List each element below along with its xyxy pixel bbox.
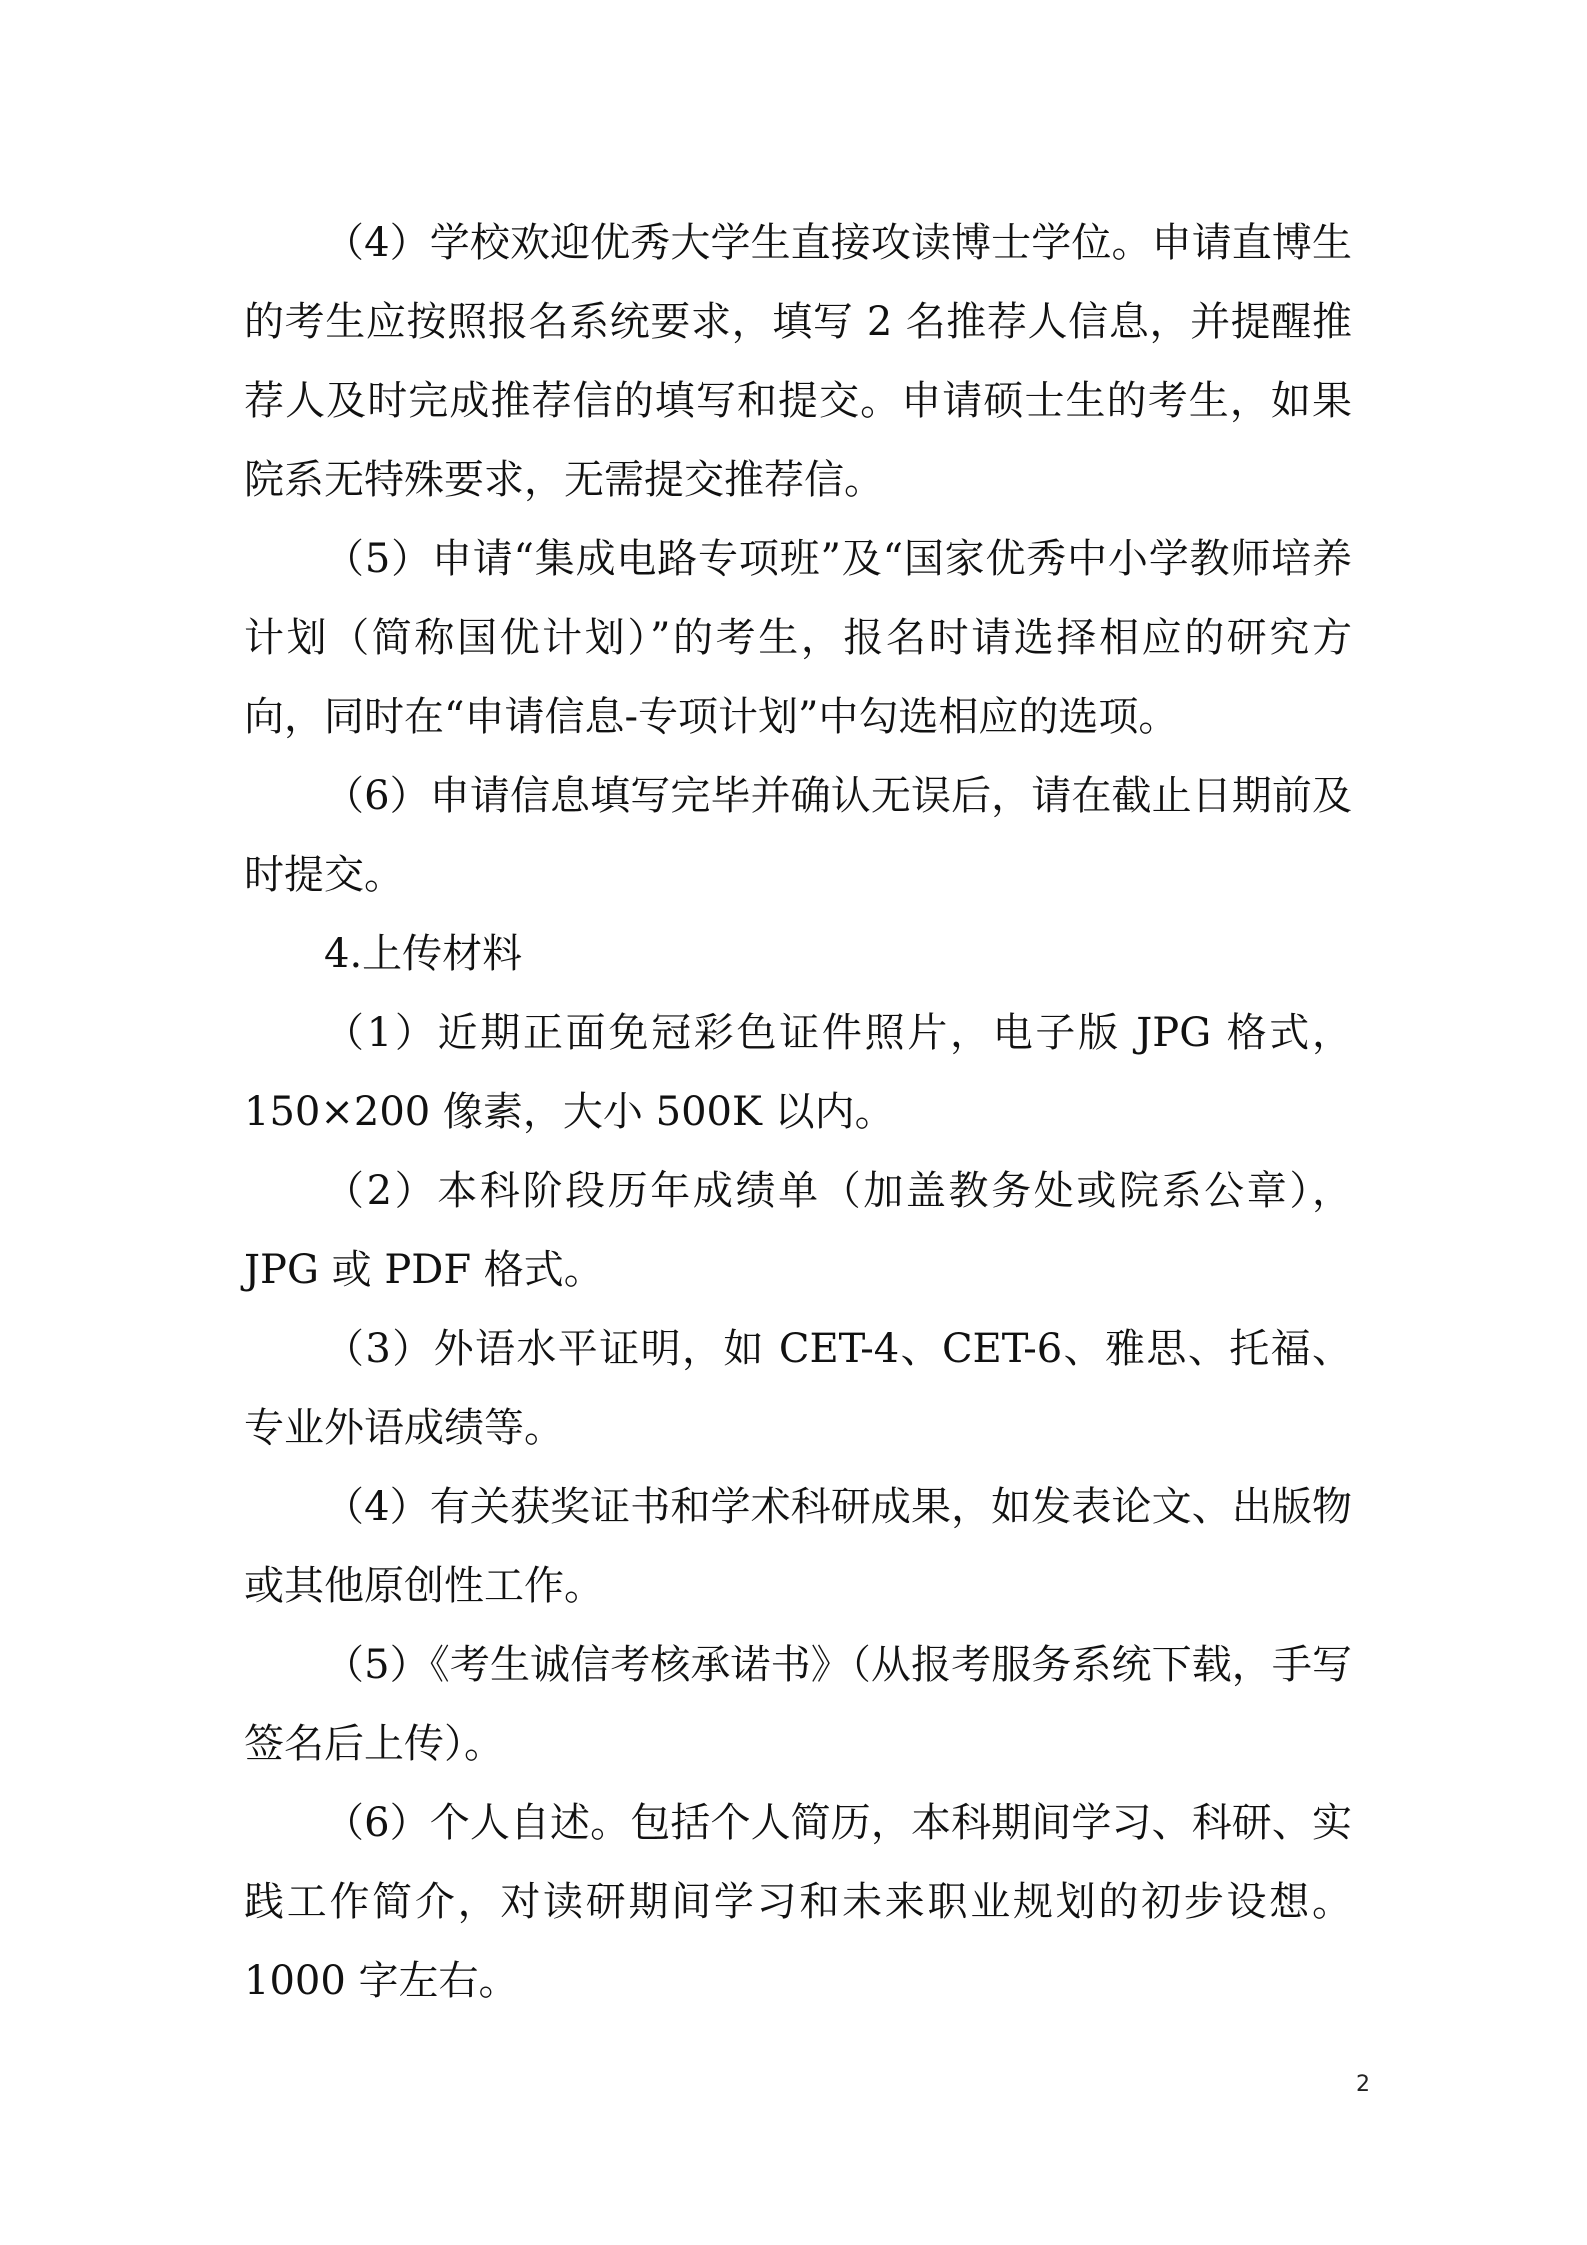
- paragraph-submit-deadline: （6）申请信息填写完毕并确认无误后，请在截止日期前及时提交。: [244, 773, 1352, 898]
- paragraph-integrity-pledge: （5）《考生诚信考核承诺书》（从报考服务系统下载，手写签名后上传）。: [244, 1642, 1352, 1767]
- paragraph-awards-research: （4）有关获奖证书和学术科研成果，如发表论文、出版物或其他原创性工作。: [244, 1484, 1352, 1609]
- page-number: 2: [1356, 2072, 1370, 2097]
- paragraph-language-proof: （3）外语水平证明，如 CET-4、CET-6、雅思、托福、专业外语成绩等。: [244, 1326, 1352, 1451]
- paragraph-photo: （1）近期正面免冠彩色证件照片，电子版 JPG 格式，150×200 像素，大小 500K 以内。: [244, 1010, 1352, 1135]
- paragraph-special-programs: （5）申请“集成电路专项班”及“国家优秀中小学教师培养计划（简称国优计划）”的考生，报名时请选择相应的研究方向，同时在“申请信息-专项计划”中勾选相应的选项。: [244, 536, 1352, 740]
- section-heading-upload-materials: 4.上传材料: [324, 931, 523, 977]
- paragraph-direct-phd: （4）学校欢迎优秀大学生直接攻读博士学位。申请直博生的考生应按照报名系统要求，填写 2 名推荐人信息，并提醒推荐人及时完成推荐信的填写和提交。申请硕士生的考生，如果院系无特殊要求，无需提交推荐信。: [244, 220, 1352, 503]
- paragraph-transcript: （2）本科阶段历年成绩单（加盖教务处或院系公章），JPG 或 PDF 格式。: [244, 1168, 1352, 1293]
- paragraph-personal-statement: （6）个人自述。包括个人简历，本科期间学习、科研、实践工作简介，对读研期间学习和未来职业规划的初步设想。1000 字左右。: [244, 1800, 1352, 2004]
- document-body: [244, 204, 1352, 2021]
